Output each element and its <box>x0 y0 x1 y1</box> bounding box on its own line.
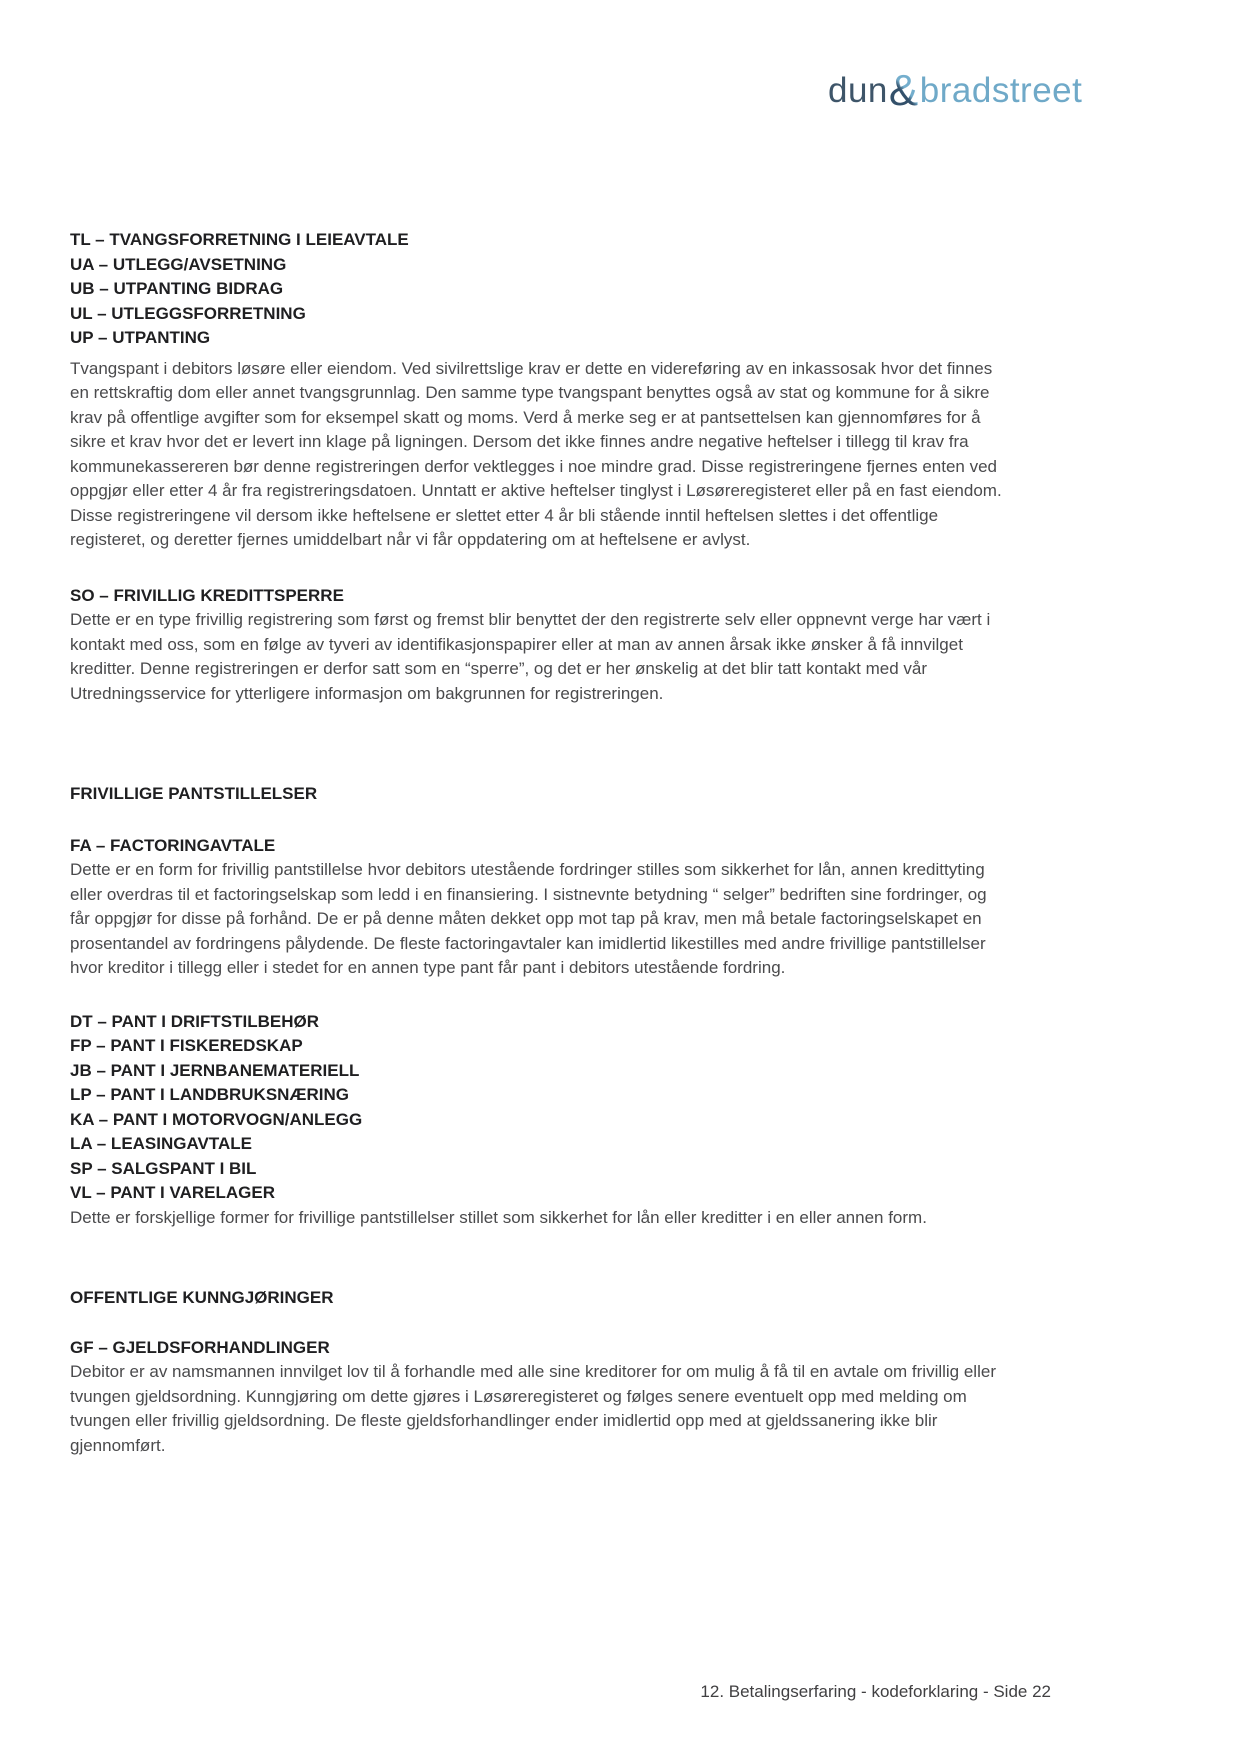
logo-ampersand-icon: & <box>888 66 919 115</box>
logo-word-dun: dun <box>828 71 888 110</box>
code-heading-ka: KA – PANT I MOTORVOGN/ANLEGG <box>70 1109 363 1129</box>
document-body <box>70 228 1010 1458</box>
dun-bradstreet-logo <box>828 66 1083 115</box>
paragraph-pant-liste: Dette er forskjellige former for frivillige pantstillelser stillet som sikkerhet for lån eller kreditter i en eller annen form. <box>70 1207 927 1227</box>
logo-word-bradstreet: bradstreet <box>919 71 1083 110</box>
paragraph-kredittsperre: Dette er en type frivillig registrering som først og fremst blir benyttet der den registrerte selv eller oppnevnt verge har vært i kontakt med oss, som en følge av tyveri av identifikasjonspapirer eller at man av annen årsak ikke ønsker å få innvilget kreditter. Denne registreringen er derfor satt som en “sperre”, og det er her ønskelig at det blir tatt kontakt med vår Utredningsservice for ytterligere informasjon om bakgrunnen for registreringen. <box>70 610 991 703</box>
page-footer: 12. Betalingserfaring - kodeforklaring - Side 22 <box>700 1682 1051 1701</box>
code-heading-dt: DT – PANT I DRIFTSTILBEHØR <box>70 1011 320 1031</box>
code-heading-la: LA – LEASINGAVTALE <box>70 1134 252 1153</box>
code-heading-ua: UA – UTLEGG/AVSETNING <box>70 254 287 274</box>
code-heading-tl: TL – TVANGSFORRETNING I LEIEAVTALE <box>70 230 409 249</box>
code-heading-ub: UB – UTPANTING BIDRAG <box>70 279 284 298</box>
code-heading-sp: SP – SALGSPANT I BIL <box>70 1158 257 1178</box>
code-heading-fa: FA – FACTORINGAVTALE <box>70 835 276 855</box>
code-heading-gf: GF – GJELDSFORHANDLINGER <box>70 1337 330 1357</box>
section-factoringavtale <box>70 834 1010 981</box>
section-title-offentlige-kunngjoringer: OFFENTLIGE KUNNGJØRINGER <box>70 1288 334 1307</box>
code-heading-up: UP – UTPANTING <box>70 328 211 347</box>
paragraph-gjeldsforhandlinger: Debitor er av namsmannen innvilget lov til å forhandle med alle sine kreditorer for om mulig å få til en avtale om frivillig eller tvungen gjeldsordning. Kunngjøring om dette gjøres i Løsøreregisteret og følges senere eventuelt opp med melding om tvungen eller frivillig gjeldsordning. De fleste gjeldsforhandlinger ender imidlertid opp med at gjeldssanering ikke blir gjennomført. <box>70 1362 996 1455</box>
section-title-frivillige-pantstillelser: FRIVILLIGE PANTSTILLELSER <box>70 784 318 803</box>
paragraph-tvangspant: Tvangspant i debitors løsøre eller eiendom. Ved sivilrettslige krav er dette en videreføring av en inkassosak hvor det finnes en rettskraftig dom eller annet tvangsgrunnlag. Den samme type tvangspant benyttes også av stat og kommune for å sikre krav på offentlige avgifter som for eksempel skatt og moms. Verd å merke seg er at pantsettelsen kan gjennomføres for å sikre et krav hvor det er levert inn klage på ligningen. Dersom det ikke finnes andre negative heftelser i tillegg til krav fra kommunekassereren bør denne registreringen derfor vektlegges i noe mindre grad. Disse registreringene fjernes enten ved oppgjør eller etter 4 år fra registreringsdatoen. Unntatt er aktive heftelser tinglyst i Løsøreregisteret eller på en fast eiendom. Disse registreringene vil dersom ikke heftelsene er slettet etter 4 år bli stående inntil heftelsen slettes i det offentlige registeret, og deretter fjernes umiddelbart når vi får oppdatering om at heftelsene er avlyst. <box>70 358 1002 549</box>
code-heading-jb: JB – PANT I JERNBANEMATERIELL <box>70 1060 360 1080</box>
section-tvangspant <box>70 228 1010 553</box>
paragraph-factoringavtale: Dette er en form for frivillig pantstillelse hvor debitors utestående fordringer stilles som sikkerhet for lån, annen kredittyting eller overdras til et factoringselskap som ledd i en finansiering. I sistnevnte betydning “ selger” bedriften sine fordringer, og får oppgjør for disse på forhånd. De er på denne måten dekket opp mot tap på krav, men må betale factoringselskapet en prosentandel av fordringens pålydende. De fleste factoringavtaler kan imidlertid likestilles med andre frivillige pantstillelser hvor kreditor i tillegg eller i stedet for en annen type pant får pant i debitors utestående fordring. <box>70 860 987 977</box>
code-heading-lp: LP – PANT I LANDBRUKSNÆRING <box>70 1085 349 1104</box>
section-kredittsperre <box>70 584 1010 707</box>
section-pant-liste <box>70 1010 1010 1231</box>
code-heading-vl: VL – PANT I VARELAGER <box>70 1183 275 1202</box>
code-heading-fp: FP – PANT I FISKEREDSKAP <box>70 1036 303 1055</box>
code-heading-so: SO – FRIVILLIG KREDITTSPERRE <box>70 585 344 605</box>
section-gjeldsforhandlinger <box>70 1336 1010 1459</box>
code-heading-ul: UL – UTLEGGSFORRETNING <box>70 303 306 323</box>
